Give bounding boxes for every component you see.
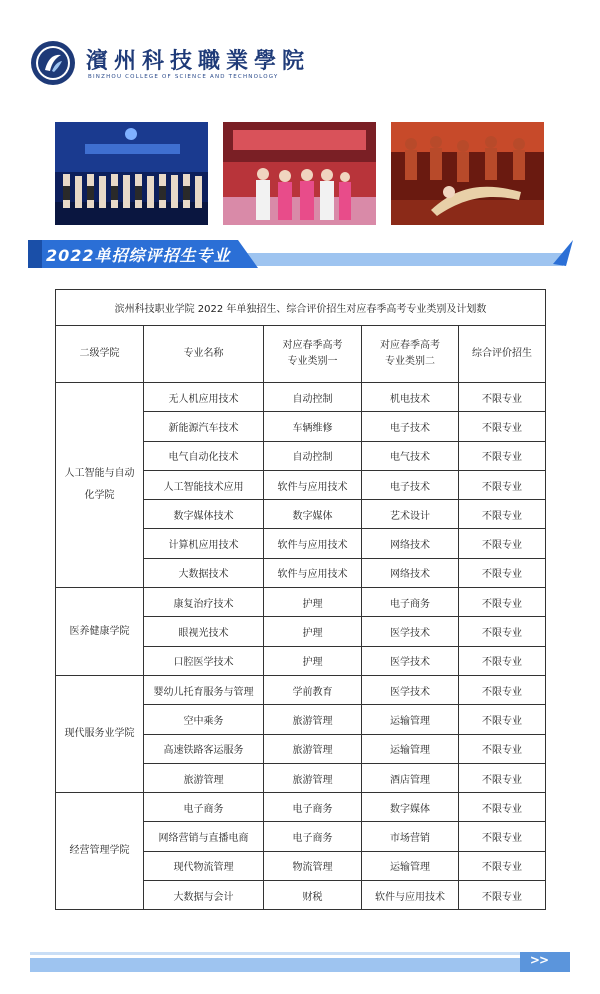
major-cell: 空中乘务 xyxy=(144,705,264,734)
category-one-cell: 护理 xyxy=(264,588,362,617)
table-row xyxy=(56,588,546,617)
category-two-cell: 艺术设计 xyxy=(362,500,459,529)
major-cell: 高速铁路客运服务 xyxy=(144,734,264,763)
category-one-cell: 护理 xyxy=(264,617,362,646)
photo-group-event xyxy=(223,122,376,225)
category-one-cell: 电子商务 xyxy=(264,793,362,822)
comprehensive-cell: 不限专业 xyxy=(459,851,546,880)
category-one-cell: 车辆维修 xyxy=(264,412,362,441)
category-one-cell: 自动控制 xyxy=(264,383,362,412)
comprehensive-cell: 不限专业 xyxy=(459,441,546,470)
category-two-cell: 数字媒体 xyxy=(362,793,459,822)
major-cell: 口腔医学技术 xyxy=(144,646,264,675)
header-category-one xyxy=(264,326,362,383)
category-two-cell: 电气技术 xyxy=(362,441,459,470)
comprehensive-cell: 不限专业 xyxy=(459,705,546,734)
category-two-cell: 运输管理 xyxy=(362,851,459,880)
category-one-cell: 软件与应用技术 xyxy=(264,470,362,499)
header-category-one-line2: 专业类别一 xyxy=(287,356,338,367)
major-cell: 数字媒体技术 xyxy=(144,500,264,529)
photo-strip xyxy=(55,122,545,225)
header-college: 二级学院 xyxy=(56,326,144,383)
major-cell: 眼视光技术 xyxy=(144,617,264,646)
major-cell: 电子商务 xyxy=(144,793,264,822)
major-cell: 网络营销与直播电商 xyxy=(144,822,264,851)
category-one-cell: 数字媒体 xyxy=(264,500,362,529)
comprehensive-cell: 不限专业 xyxy=(459,822,546,851)
category-one-cell: 软件与应用技术 xyxy=(264,558,362,587)
photo-dance-performance xyxy=(391,122,544,225)
header-category-two-line2: 专业类别二 xyxy=(385,356,435,367)
department-cell: 现代服务业学院 xyxy=(56,675,144,792)
category-two-cell: 市场营销 xyxy=(362,822,459,851)
major-cell: 无人机应用技术 xyxy=(144,383,264,412)
category-two-cell: 医学技术 xyxy=(362,646,459,675)
department-cell: 经营管理学院 xyxy=(56,793,144,910)
college-name-en: BINZHOU COLLEGE OF SCIENCE AND TECHNOLOGY xyxy=(88,74,279,80)
photo-stage-award xyxy=(55,122,208,225)
table-header-row xyxy=(56,326,546,383)
department-cell: 医养健康学院 xyxy=(56,588,144,676)
comprehensive-cell: 不限专业 xyxy=(459,793,546,822)
category-one-cell: 电子商务 xyxy=(264,822,362,851)
category-two-cell: 运输管理 xyxy=(362,705,459,734)
section-banner xyxy=(28,238,573,272)
comprehensive-cell: 不限专业 xyxy=(459,529,546,558)
footer-bar xyxy=(30,948,570,976)
category-two-cell: 电子商务 xyxy=(362,588,459,617)
comprehensive-cell: 不限专业 xyxy=(459,588,546,617)
section-title: 2022单招综评招生专业 xyxy=(46,246,231,265)
college-name-cn: 濱州科技職業學院 xyxy=(86,48,311,74)
major-cell: 电气自动化技术 xyxy=(144,441,264,470)
major-cell: 康复治疗技术 xyxy=(144,588,264,617)
category-one-cell: 自动控制 xyxy=(264,441,362,470)
major-cell: 旅游管理 xyxy=(144,763,264,792)
category-two-cell: 网络技术 xyxy=(362,529,459,558)
comprehensive-cell: 不限专业 xyxy=(459,734,546,763)
header-category-one-line1: 对应春季高考 xyxy=(282,340,343,351)
table-title-row xyxy=(56,290,546,326)
category-one-cell: 学前教育 xyxy=(264,675,362,704)
comprehensive-cell: 不限专业 xyxy=(459,763,546,792)
comprehensive-cell: 不限专业 xyxy=(459,500,546,529)
header-category-two-line1: 对应春季高考 xyxy=(380,340,440,351)
comprehensive-cell: 不限专业 xyxy=(459,412,546,441)
major-cell: 计算机应用技术 xyxy=(144,529,264,558)
category-two-cell: 电子技术 xyxy=(362,412,459,441)
category-one-cell: 旅游管理 xyxy=(264,734,362,763)
category-two-cell: 医学技术 xyxy=(362,617,459,646)
header-category-two xyxy=(362,326,459,383)
category-one-cell: 软件与应用技术 xyxy=(264,529,362,558)
table-row xyxy=(56,383,546,412)
category-two-cell: 电子技术 xyxy=(362,470,459,499)
comprehensive-cell: 不限专业 xyxy=(459,470,546,499)
major-cell: 大数据技术 xyxy=(144,558,264,587)
category-one-cell: 旅游管理 xyxy=(264,763,362,792)
enrollment-table xyxy=(55,289,546,910)
category-two-cell: 运输管理 xyxy=(362,734,459,763)
table-row xyxy=(56,675,546,704)
major-cell: 现代物流管理 xyxy=(144,851,264,880)
college-logo xyxy=(30,40,76,86)
category-one-cell: 财税 xyxy=(264,881,362,910)
header-comprehensive: 综合评价招生 xyxy=(459,326,546,383)
major-cell: 大数据与会计 xyxy=(144,881,264,910)
comprehensive-cell: 不限专业 xyxy=(459,383,546,412)
category-two-cell: 酒店管理 xyxy=(362,763,459,792)
comprehensive-cell: 不限专业 xyxy=(459,646,546,675)
category-one-cell: 护理 xyxy=(264,646,362,675)
comprehensive-cell: 不限专业 xyxy=(459,675,546,704)
category-one-cell: 旅游管理 xyxy=(264,705,362,734)
comprehensive-cell: 不限专业 xyxy=(459,558,546,587)
header-major: 专业名称 xyxy=(144,326,264,383)
major-cell: 婴幼儿托育服务与管理 xyxy=(144,675,264,704)
comprehensive-cell: 不限专业 xyxy=(459,617,546,646)
next-arrows-icon[interactable]: >> xyxy=(529,953,548,967)
category-two-cell: 网络技术 xyxy=(362,558,459,587)
college-header xyxy=(30,38,430,90)
major-cell: 人工智能技术应用 xyxy=(144,470,264,499)
category-two-cell: 软件与应用技术 xyxy=(362,881,459,910)
major-cell: 新能源汽车技术 xyxy=(144,412,264,441)
department-cell: 人工智能与自动化学院 xyxy=(56,383,144,588)
category-one-cell: 物流管理 xyxy=(264,851,362,880)
category-two-cell: 机电技术 xyxy=(362,383,459,412)
table-row xyxy=(56,793,546,822)
comprehensive-cell: 不限专业 xyxy=(459,881,546,910)
table-title: 滨州科技职业学院 2022 年单独招生、综合评价招生对应春季高考专业类别及计划数 xyxy=(56,290,546,326)
category-two-cell: 医学技术 xyxy=(362,675,459,704)
